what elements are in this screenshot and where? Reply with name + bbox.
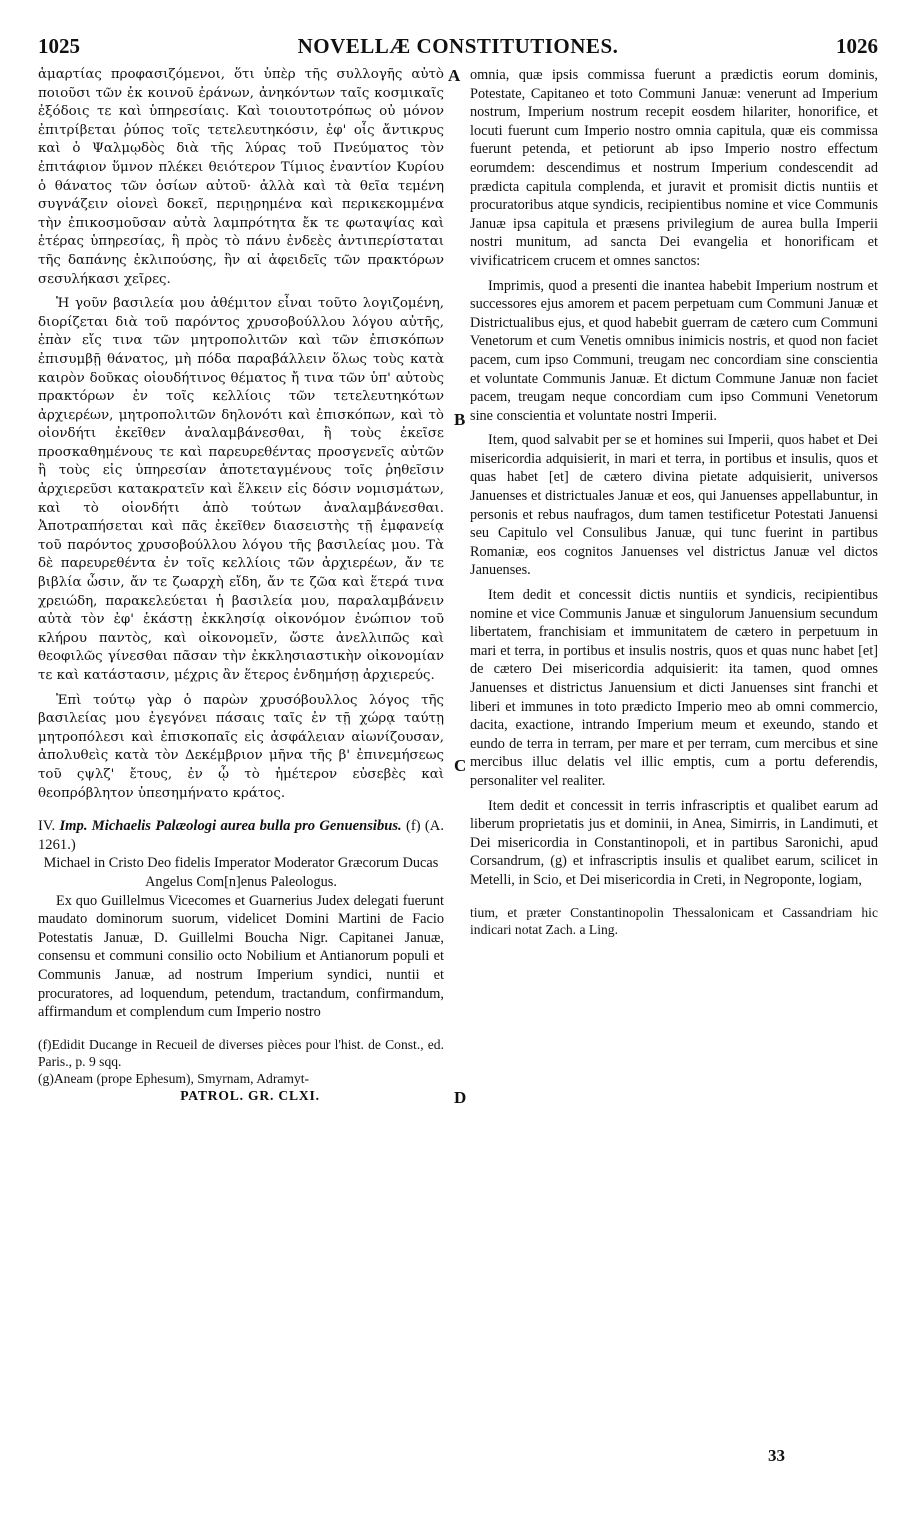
- latin-paragraph: Ex quo Guillelmus Vicecomes et Guarnerius Judex delegati fuerunt maudato dominorum suorum, videlicet Domini Martini de Facio Potestatis Januæ, D. Guillelmi Boucha Nigr. Capitanei Januæ, consensu et communi consilio octo Nobilium et Antianorum populi et Communis Januæ, ad nostrum Imperium syndici, nuntii et procuratores, ad loquendum, petendum, tractandum, confirmandum, affirmandum et complendum cum Imperio nostro: [38, 892, 444, 1021]
- section-reference: (f) (A. 1261.): [38, 818, 444, 853]
- margin-marker-d: D: [454, 1088, 467, 1107]
- running-title: NOVELLÆ CONSTITUTIONES.: [297, 34, 619, 58]
- section-title: Imp. Michaelis Palæologi aurea bulla pro Genuensibus.: [59, 818, 402, 835]
- footnote-continuation: [470, 904, 878, 938]
- footnotes: [38, 1036, 444, 1104]
- gathering-signature: 33: [768, 1446, 785, 1465]
- footnote-g-continued: tium, et præter Constantinopolin Thessalonicam et Cassandriam hic indicari notat Zach. a Ling.: [470, 904, 878, 937]
- footnote-f: (f)Edidit Ducange in Recueil de diverses pièces pour l'hist. de Const., ed. Paris., p. 9 sqq.: [38, 1036, 444, 1069]
- patrologia-signature: PATROL. GR. CLXI.: [180, 1087, 320, 1103]
- margin-marker-b: B: [454, 410, 466, 429]
- latin-paragraph: Item dedit et concessit in terris infrascriptis et qualibet earum ad liberum proprietatis jus et dominii, in Anea, Simirris, in Landimuti, et Dei misericordia in Constantinopoli, et in partibus Saronichi, apud Corsandrum, (g) et infrascriptis insulis et qualibet earum, scilicet in Metelli, in Scio, et Dei misericordia in Creti, in Negroponte, logiam,: [470, 797, 878, 888]
- footnote-g: (g)Aneam (prope Ephesum), Smyrnam, Adramyt-: [38, 1070, 310, 1086]
- greek-paragraph: Ἐπὶ τούτῳ γὰρ ὁ παρὼν χρυσόβουλλος λόγος τῆς βασιλείας μου ἐγεγόνει πάσαις ταῖς ἐν τῇ χώρᾳ ταύτῃ μητροπόλεσι καὶ ἐπισκοπαῖς εἰς ἀσφάλειαν αἰωνίζουσαν, ἀπολυθεὶς κατὰ τὸν Δεκέμβριον μῆνα τῆς β' ἐπινεμήσεως τοῦ ςψλζ' ἔτους, ἐν ᾧ τὸ ἡμέτερον εὐσεβὲς καὶ θεοπρόβλητον ὑπεσημήνατο κράτος.: [38, 692, 444, 801]
- margin-marker-c: C: [454, 756, 467, 775]
- page-header: [38, 34, 878, 60]
- margin-marker-a: A: [448, 66, 461, 85]
- latin-paragraph: omnia, quæ ipsis commissa fuerunt a prædictis eorum dominis, Potestate, Capitaneo et toto Communi Januæ: venerunt ad Imperium nostrum, Imperium nostrum recepit eosdem hilariter, honorifice, et locuti fuerunt cum Imperio nostro omnia capitula, quæ eis commissa fuerunt petenda, et petiorunt ab ipso Imperio nostro effectum eorumdem: descendimus et nostrum Imperium condescendit ad prædicta capitula complenda, et juravit et promisit dictis nuntiis et procuratoribus atque syndicis, recipientibus nomine et vice Communis Januæ ipsa capitula et præsens privilegium de aurea bulla Imperii nostri munitum, ad sancta Dei evangelia et honorificam et vivificatricem crucem et omnes sanctos:: [470, 67, 878, 269]
- left-page-number: 1025: [38, 34, 80, 58]
- greek-paragraph: ἁμαρτίας προφασιζόμενοι, ὅτι ὑπὲρ τῆς συλλογῆς αὐτὸ ποιοῦσι τῶν ἐκ κοινοῦ ἐράνων, ἀνηκόντων ταῖς κοσμικαῖς ἐξόδοις τε καὶ ὑπηρεσίαις. Καὶ τοιουτοτρόπως οὐ μόνον ἐπιτρίβεται ῥύπος τοῖς τετελευτηκόσιν, ἐφ' οἷς ἄντικρυς καὶ ὁ Ψαλμῳδὸς διὰ τῆς λύρας τοῦ Πνεύματος τὸν ἐπιτάφιον ὕμνον πλέκει θειότερον Τίμιος ἐναντίον Κυρίου ὁ θάνατος τῶν ὁσίων αὐτοῦ· ἀλλὰ καὶ τὰ θεῖα τεμένη συγνάζειν οἱονεὶ δοκεῖ, περιῃρημένα καὶ περικεκομμένα τὴν ἐπικοσμοῦσαν αὐτὰ λαμπρότητα ἔκ τε φωταψίας καὶ ἑτέρας ὑπηρεσίας, ἣ πρὸς τὸ πάνυ ἐνδεὲς ἀντιπερίσταται τῆς δαπάνης ἐκλιπούσης, ἣν αἱ ἀφειδεῖς τῶν πρακτόρων σεσυλήκασι χεῖρες.: [38, 67, 444, 287]
- greek-paragraph: Ἡ γοῦν βασιλεία μου ἀθέμιτον εἶναι τοῦτο λογιζομένη, διορίζεται διὰ τοῦ παρόντος χρυσοβούλλου λόγου αὐτῆς, ἐπὰν εἴς τινα τῶν μητροπολιτῶν καὶ τῶν ἐπισκόπων ἐπισυμβῇ θάνατος, μὴ πόδα παραβάλλειν ὅλως τοὺς κατὰ καιρὸν δοῦκας οἱουδήτινος θέματος ἤ τινα τῶν ὑπ' αὐτοὺς πρακτόρων ἐν τοῖς κελλίοις τῶν τετελευτηκότων ἀρχιερέων, μητροπολιτῶν δηλονότι καὶ ἐπισκόπων, καὶ τὸ οἱονδήτι ἐκεῖθεν ἀναλαμβάνεσθαι, ἢ τοὺς ἐκεῖσε προσκαθημένους τε καὶ παρευρεθέντας προσγενεῖς αὐτῶν ἢ τοὺς εἰς ὑπηρεσίαν ἀποτεταγμένους τοῖς ῥηθεῖσιν ἀρχιερεῦσι κατακρατεῖν καὶ ἕλκειν εἰς δόσιν νομισμάτων, καὶ τὸ οἱονδήτι ἀπὸ τούτων ἀναλαμβάνεσθαι. Ἀποτραπήσεται καὶ πᾶς ἐκεῖθεν διασειστὴς τῇ ἐμφανείᾳ τοῦ παρόντος χρυσοβούλλου λόγου τῆς βασιλείας μου. Τὰ δὲ παρευρεθέντα ἐν τοῖς κελλίοις τῶν ἀρχιερέων, ἄν τε βιβλία ὦσιν, ἄν τε ζωαρχὴ εἴδη, ἄν τε ζῶα καὶ ἕτερά τινα χρειώδη, παρακελεύεται ἡ βασιλεία μου, παραλαμβάνειν αὐτὰ τὸν ἐφ' ἑκάστῃ ἐκκλησίᾳ οἰκονόμον ἐνώπιον τοῦ κλήρου παντὸς, καὶ οἰκονομεῖν, ὥστε ἀνελλιπῶς καὶ θεοφιλῶς γίνεσθαι πᾶσαν τὴν ἐκκλησιαστικὴν οἰκονομίαν τε καὶ κατάστασιν, μέχρις ἂν ἕτερος ἐνδημήσῃ ἀρχιερεύς.: [38, 296, 444, 683]
- right-page-number: 1026: [836, 34, 878, 58]
- salutation: Michael in Cristo Deo fidelis Imperator Moderator Græcorum Ducas Angelus Com[n]enus Paleologus.: [43, 855, 439, 890]
- latin-paragraph: Item dedit et concessit dictis nuntiis et syndicis, recipientibus nomine et vice Communis Januæ et singulorum Januensium secundum libertatem, franchisiam et immunitatem de cætero in perpetuum in mari et terra, in portibus et insulis nostris, quos et quas nunc habet [et] de cætero Dei misericordia adquisierit: ita tamen, quod omnes Januenses et districtus Januensium et dicti Januenses sint franchi et liberi et immunes in toto prædicto Imperio meo ab omni commercio, dacita, exactione, intrando Imperium meum et exeundo, stando et eundo de terra in terram, per mare et per terram, cum mercibus et sine mercibus illuc delatis vel illic emptis, cum a portu deferendis, personaliter vel realiter.: [470, 587, 878, 789]
- left-column: [38, 66, 444, 1104]
- latin-paragraph: Item, quod salvabit per se et homines sui Imperii, quos habet et Dei misericordia adquisierit, in mari et terra, in portibus et insulis, quos et quas habet [et] de cætero divina pietate adquisierit, universos Januenses et districtuales Januæ et eos, qui Januenses appellabuntur, in personis et rebus naufragos, dum tamen testificetur Potestati Januensi seu Capitulo vel Consulibus Januæ, qui tunc fuerint in partibus Romaniæ, eos cognitos Januenses vel districtus Januæ vel dictos Januenses.: [470, 432, 878, 579]
- right-column: [470, 66, 878, 938]
- latin-paragraph: Imprimis, quod a presenti die inantea habebit Imperium nostrum et successores ejus amorem et pacem perpetuam cum Communi Januæ et Districtualibus ejus, et quod habebit guerram de cætero cum Communi Venetorum et cum Venetis omnibus inimicis nostris, et quod non faciet pacem, cum ipso Communi, treugam nec concordiam sine conscientia et voluntate Communis Januæ. Et dictum Commune Januæ non faciet pacem, treugam neque concordiam cum ipso Communi Venetorum sine conscientia et voluntate nostri Imperii.: [470, 277, 878, 424]
- section-number: IV.: [38, 818, 56, 835]
- section-heading: [38, 817, 444, 854]
